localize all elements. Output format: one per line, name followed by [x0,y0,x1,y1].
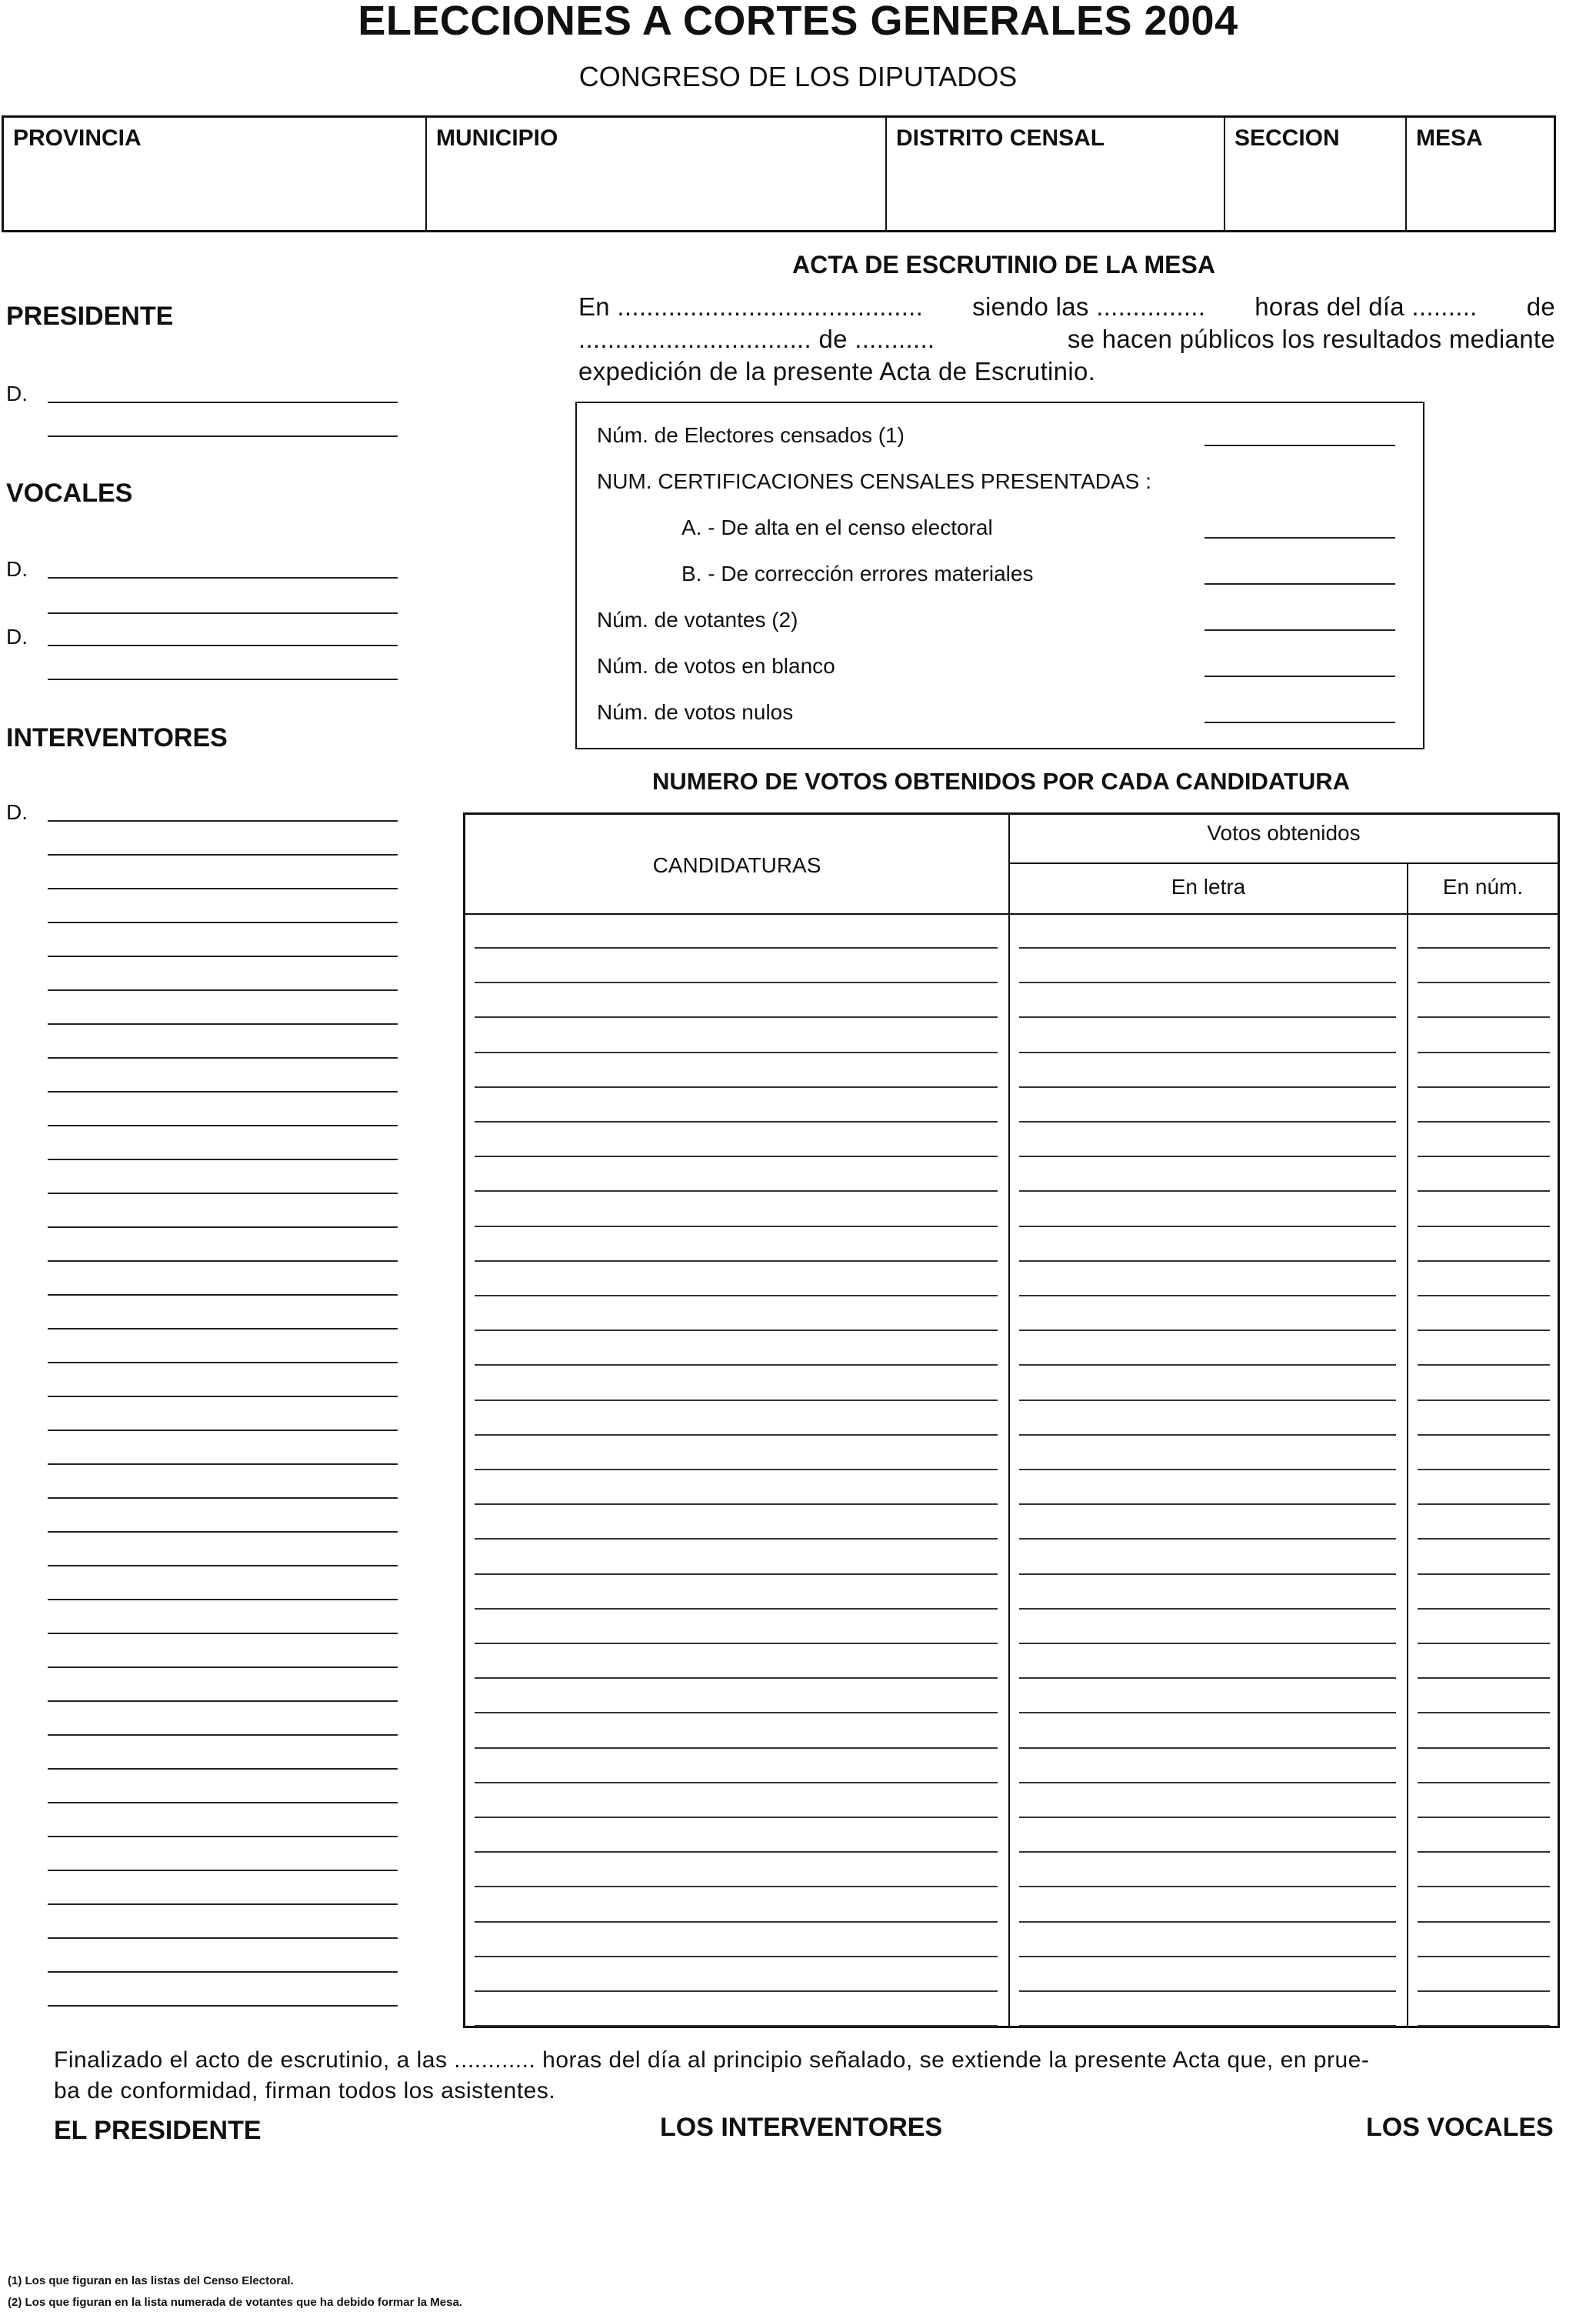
footnote-2: (2) Los que figuran en la lista numerada de votantes que ha debido formar la Mesa. [8,2296,462,2309]
acta-siendo[interactable]: siendo las ............... [972,292,1206,321]
votos-num-line[interactable] [1418,1121,1550,1123]
votos-num-line[interactable] [1418,947,1550,949]
votos-letra-line[interactable] [1019,1538,1396,1540]
presidente-signature-line[interactable] [48,402,398,403]
votes-divider-2 [1407,862,1408,2026]
interventor-signature-line[interactable] [48,1666,398,1668]
votos-letra-line[interactable] [1019,947,1396,949]
field-provincia-label: PROVINCIA [13,125,142,151]
stat-blanco-label: Núm. de votos en blanco [597,654,835,678]
stats-box [575,402,1424,749]
field-mesa[interactable] [1407,118,1553,230]
presidente-signature-line-2[interactable] [48,435,398,437]
interventor-signature-line[interactable] [48,1531,398,1533]
interventores-heading: INTERVENTORES [6,723,228,752]
votes-heading: NUMERO DE VOTOS OBTENIDOS POR CADA CANDIDATURA [652,768,1351,795]
col-en-letra: En letra [1171,875,1246,899]
votes-table [463,812,1560,2028]
interventor-signature-line[interactable] [48,956,398,957]
field-mesa-label: MESA [1416,125,1483,151]
votos-letra-line[interactable] [1019,1747,1396,1749]
signature-presidente: EL PRESIDENTE [54,2116,262,2145]
interventor-signature-line[interactable] [48,1802,398,1803]
votos-num-line[interactable] [1418,1364,1550,1366]
interventor-signature-line[interactable] [48,1700,398,1702]
votos-letra-line[interactable] [1019,1260,1396,1262]
interventor-signature-line[interactable] [48,922,398,923]
votos-letra-line[interactable] [1019,2025,1396,2027]
col-candidaturas: CANDIDATURAS [652,853,821,877]
candidatura-line[interactable] [475,1364,998,1366]
candidatura-line[interactable] [475,1747,998,1749]
candidatura-line[interactable] [475,1016,998,1018]
candidatura-line[interactable] [475,1573,998,1575]
votos-num-line[interactable] [1418,1956,1550,1957]
stat-correccion-label: B. - De corrección errores materiales [681,562,1034,586]
votos-num-line[interactable] [1418,982,1550,983]
page-title: ELECCIONES A CORTES GENERALES 2004 [358,0,1238,44]
interventor-signature-line[interactable] [48,1836,398,1837]
interventor-signature-line[interactable] [48,989,398,991]
candidatura-line[interactable] [475,1782,998,1783]
votos-num-line[interactable] [1418,1260,1550,1262]
votos-letra-line[interactable] [1019,1782,1396,1783]
votos-num-line[interactable] [1418,1016,1550,1018]
candidatura-line[interactable] [475,1712,998,1713]
col-votos-obtenidos: Votos obtenidos [1207,821,1361,845]
interventor-signature-line[interactable] [48,1396,398,1397]
vocal-2-signature-line[interactable] [48,645,398,646]
interventor-signature-line[interactable] [48,1768,398,1770]
field-distrito-censal[interactable] [887,118,1224,230]
votos-letra-line[interactable] [1019,1503,1396,1505]
votos-num-line[interactable] [1418,1156,1550,1157]
votos-num-line[interactable] [1418,1677,1550,1679]
votos-letra-line[interactable] [1019,1190,1396,1192]
votos-letra-line[interactable] [1019,1156,1396,1157]
signature-vocales: LOS VOCALES [1366,2113,1554,2142]
votos-num-line[interactable] [1418,1990,1550,1992]
vocal-2-signature-line-2[interactable] [48,679,398,680]
votos-num-line[interactable] [1418,1886,1550,1887]
interventor-signature-line[interactable] [48,1091,398,1093]
stat-certificaciones-label: NUM. CERTIFICACIONES CENSALES PRESENTADAS : [597,469,1151,493]
stat-electores-field[interactable] [1204,445,1395,446]
candidatura-line[interactable] [475,1851,998,1853]
closing-paragraph [54,2045,1561,2107]
interventor-signature-line[interactable] [48,1023,398,1025]
candidatura-line[interactable] [475,1190,998,1192]
votos-letra-line[interactable] [1019,1990,1396,1992]
page-subtitle: CONGRESO DE LOS DIPUTADOS [578,61,1018,92]
interventor-signature-line[interactable] [48,1565,398,1566]
location-fields-table [2,115,1556,232]
interventor-signature-line[interactable] [48,1463,398,1465]
votos-letra-line[interactable] [1019,1469,1396,1470]
votos-letra-line[interactable] [1019,1052,1396,1053]
votos-letra-line[interactable] [1019,1608,1396,1610]
acta-line-2 [578,323,1555,355]
votos-num-line[interactable] [1418,1608,1550,1610]
candidatura-line[interactable] [475,1677,998,1679]
candidatura-line[interactable] [475,1503,998,1505]
votes-divider-1 [1008,815,1010,2026]
votos-num-line[interactable] [1418,1643,1550,1644]
votos-num-line[interactable] [1418,2025,1550,2027]
votos-num-line[interactable] [1418,1226,1550,1227]
interventor-signature-line[interactable] [48,820,398,822]
votos-letra-line[interactable] [1019,1817,1396,1818]
field-municipio-label: MUNICIPIO [436,125,558,151]
interventor-signature-line[interactable] [48,2005,398,2007]
candidatura-line[interactable] [475,1469,998,1470]
acta-horas[interactable]: horas del día ......... [1254,292,1478,321]
votes-header-rule [465,913,1558,915]
presidente-d-label: D. [6,382,28,405]
votos-letra-line[interactable] [1019,1851,1396,1853]
interventor-signature-line[interactable] [48,1362,398,1363]
votos-letra-line[interactable] [1019,1956,1396,1957]
votos-letra-line[interactable] [1019,1364,1396,1366]
col-en-num: En núm. [1442,875,1524,899]
votos-num-line[interactable] [1418,1329,1550,1331]
candidatura-line[interactable] [475,1156,998,1157]
votos-letra-line[interactable] [1019,1086,1396,1088]
field-municipio[interactable] [427,118,885,230]
votos-num-line[interactable] [1418,1921,1550,1923]
acta-de: de [1526,292,1555,321]
candidatura-line[interactable] [475,1295,998,1296]
stat-votantes-label: Núm. de votantes (2) [597,608,798,632]
votos-num-line[interactable] [1418,1817,1550,1818]
vocal-2-d-label: D. [6,625,28,649]
field-seccion-label: SECCION [1234,125,1340,151]
votos-num-line[interactable] [1418,1400,1550,1401]
votos-letra-line[interactable] [1019,1226,1396,1227]
candidatura-line[interactable] [475,1886,998,1887]
candidatura-line[interactable] [475,1121,998,1123]
interventor-signature-line[interactable] [48,1193,398,1194]
interventor-signature-line[interactable] [48,1260,398,1262]
votos-letra-line[interactable] [1019,1643,1396,1644]
interventor-signature-line[interactable] [48,1159,398,1160]
votos-letra-line[interactable] [1019,1712,1396,1713]
stat-correccion-field[interactable] [1204,583,1395,585]
candidatura-line[interactable] [475,1329,998,1331]
interventor-signature-line[interactable] [48,1294,398,1296]
votos-num-line[interactable] [1418,1851,1550,1853]
interventor-d-label: D. [6,800,28,824]
interventor-signature-line[interactable] [48,1497,398,1499]
interventor-signature-line[interactable] [48,1937,398,1939]
candidatura-line[interactable] [475,1643,998,1644]
votos-letra-line[interactable] [1019,1886,1396,1887]
vocal-1-signature-line[interactable] [48,577,398,579]
votos-num-line[interactable] [1418,1712,1550,1713]
acta-title: ACTA DE ESCRUTINIO DE LA MESA [792,251,1215,279]
interventor-signature-line[interactable] [48,1971,398,1973]
acta-line-3: expedición de la presente Acta de Escrutinio. [578,357,1096,385]
field-distrito-censal-label: DISTRITO CENSAL [896,125,1105,151]
candidatura-line[interactable] [475,1226,998,1227]
votos-letra-line[interactable] [1019,1573,1396,1575]
interventor-signature-line[interactable] [48,1599,398,1600]
votos-num-line[interactable] [1418,1052,1550,1053]
acta-fecha[interactable]: ................................ de ........... [578,325,935,353]
stat-alta-label: A. - De alta en el censo electoral [681,515,993,539]
votes-subheader-rule [1010,862,1558,864]
stat-nulos-field[interactable] [1204,722,1395,723]
footnote-1: (1) Los que figuran en las listas del Censo Electoral. [8,2274,294,2287]
votos-num-line[interactable] [1418,1295,1550,1296]
votos-num-line[interactable] [1418,1434,1550,1436]
votos-num-line[interactable] [1418,1190,1550,1192]
interventor-signature-line[interactable] [48,1125,398,1126]
candidatura-line[interactable] [475,1260,998,1262]
votos-letra-line[interactable] [1019,1434,1396,1436]
votos-letra-line[interactable] [1019,1400,1396,1401]
acta-line-1 [578,291,1555,323]
votos-num-line[interactable] [1418,1503,1550,1505]
vocal-1-d-label: D. [6,557,28,581]
closing-line-1: Finalizado el acto de escrutinio, a las ............ horas del día al principio señalado, se extiende la presente Acta que, en prue- [54,2047,1370,2073]
field-provincia[interactable] [4,118,425,230]
candidatura-line[interactable] [475,1990,998,1992]
votos-letra-line[interactable] [1019,1677,1396,1679]
stat-alta-field[interactable] [1204,537,1395,539]
closing-line-2: ba de conformidad, firman todos los asistentes. [54,2078,556,2103]
votos-letra-line[interactable] [1019,1921,1396,1923]
candidatura-line[interactable] [475,1052,998,1053]
acta-resultados: se hacen públicos los resultados mediante [1067,325,1555,353]
interventor-signature-line[interactable] [48,1057,398,1059]
stat-blanco-field[interactable] [1204,676,1395,677]
votos-num-line[interactable] [1418,1538,1550,1540]
interventor-signature-line[interactable] [48,1633,398,1634]
candidatura-line[interactable] [475,1538,998,1540]
stat-nulos-label: Núm. de votos nulos [597,700,794,724]
candidatura-line[interactable] [475,1400,998,1401]
candidatura-line[interactable] [475,1086,998,1088]
votos-num-line[interactable] [1418,1782,1550,1783]
votos-num-line[interactable] [1418,1086,1550,1088]
interventor-signature-line[interactable] [48,1430,398,1431]
candidatura-line[interactable] [475,1608,998,1610]
interventor-signature-line[interactable] [48,1226,398,1228]
vocales-heading: VOCALES [6,479,133,508]
presidente-heading: PRESIDENTE [6,302,174,331]
interventor-signature-line[interactable] [48,1870,398,1871]
votos-num-line[interactable] [1418,1747,1550,1749]
votos-num-line[interactable] [1418,1469,1550,1470]
interventor-signature-line[interactable] [48,1903,398,1905]
candidatura-line[interactable] [475,1956,998,1957]
votos-letra-line[interactable] [1019,1329,1396,1331]
stat-electores-label: Núm. de Electores censados (1) [597,423,905,447]
candidatura-line[interactable] [475,982,998,983]
field-seccion[interactable] [1225,118,1405,230]
candidatura-line[interactable] [475,947,998,949]
interventor-signature-line[interactable] [48,888,398,889]
acta-en[interactable]: En .......................................... [578,292,924,321]
stat-votantes-field[interactable] [1204,629,1395,631]
acta-paragraph [578,291,1555,388]
interventor-signature-line[interactable] [48,1328,398,1329]
candidatura-line[interactable] [475,1434,998,1436]
candidatura-line[interactable] [475,2025,998,2027]
interventor-signature-line[interactable] [48,854,398,856]
votos-num-line[interactable] [1418,1573,1550,1575]
interventor-signature-line[interactable] [48,1734,398,1736]
candidatura-line[interactable] [475,1817,998,1818]
votos-letra-line[interactable] [1019,1016,1396,1018]
votos-letra-line[interactable] [1019,1121,1396,1123]
candidatura-line[interactable] [475,1921,998,1923]
votos-letra-line[interactable] [1019,982,1396,983]
votos-letra-line[interactable] [1019,1295,1396,1296]
signature-interventores: LOS INTERVENTORES [660,2113,943,2142]
vocal-1-signature-line-2[interactable] [48,612,398,614]
